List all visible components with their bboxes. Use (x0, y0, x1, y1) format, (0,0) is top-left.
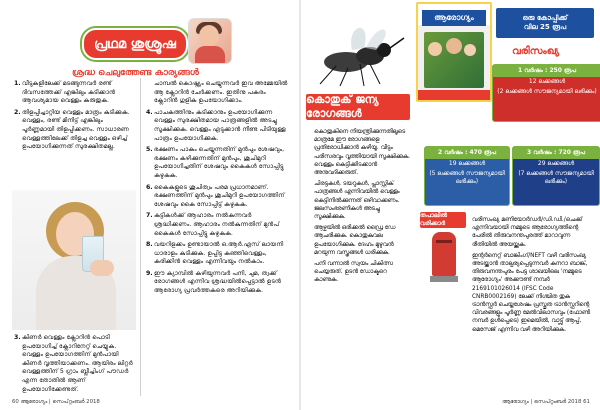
item-text: വീടുകളിലേക്ക് മടങ്ങുന്നവർ രണ്ട് ദിവസത്തേക്ക് എങ്കിലും കുടിക്കാൻ ആവശ്യമായ വെള്ളം കരുതുക. (22, 80, 116, 105)
plan-bonus: (5 ലക്കങ്ങൾ സൗജന്യമായി ലഭിക്കും) (429, 170, 505, 185)
page-folio: ആരോഗ്യം | സെപ്റ്റംബർ 2018 61 (502, 399, 590, 405)
plan-bonus: (2 ലക്കങ്ങൾ സൗജന്യമായി ലഭിക്കും) (497, 88, 597, 95)
mosquito-illustration (306, 4, 406, 88)
copy-price-line2: വില 25 രൂപ (523, 23, 567, 31)
paragraph: വരിസംഖ്യ മണിയോർഡർ/ഡി.ഡി./ചെക്ക് എന്നിവയായി നമ്മുടെ ആരോഗ്യത്തിന്റെ പേരിൽ തിരുവനന്തപുരത്ത് മാറാവുന്ന രീതിയിൽ അയയ്ക്കുക. (472, 217, 583, 248)
plan-3-year (512, 146, 600, 206)
plan-issues: 19 ലക്കങ്ങൾ (448, 160, 486, 167)
paragraph: കൊതുകിനെ നിയന്ത്രിക്കുന്നതിലൂടെ മാത്രമേ ഈ രോഗങ്ങളെ പ്രതിരോധിക്കാൻ കഴിയൂ. വീടും പരിസരവും വൃത്തിയായി സൂക്ഷിക്കുക. വെള്ളം കെട്ടിക്കിടക്കാൻ അനുവദിക്കരുത്. (314, 129, 410, 177)
item-number: 8. (146, 241, 153, 249)
list-item (14, 80, 134, 106)
item-number: 3. (14, 334, 21, 341)
item-text: ഭക്ഷണം പാകം ചെയ്യുന്നതിന് മുൻപും ശേഷവും, ഭക്ഷണം കഴിക്കുന്നതിന് മുൻപും, ശുചിമുറി ഉപയോഗിച്ചതിന് ശേഷവും കൈകൾ സോപ്പിട്ടു കഴുകുക. (154, 146, 285, 179)
right-page (300, 0, 600, 410)
item-text: കുട്ടികൾക്ക് ആഹാരം നൽകുന്നവർ ശ്രദ്ധിക്കണം. ആഹാരം നൽകുന്നതിന് മുൻപ് കൈകൾ സോപ്പിട്ടു കഴുകുക. (154, 212, 280, 237)
item-text: കൈകളുടെ ശുചിത്വം പരമ പ്രധാനമാണ്. ഭക്ഷണത്തിന് മുൻപും ശുചിമുറി ഉപയോഗത്തിന് ശേഷവും കൈ സോപ്പിട്ട് കഴുകുക. (154, 183, 285, 208)
column-divider (140, 78, 141, 396)
item-number: 9. (146, 269, 153, 277)
column-a-tail (14, 334, 134, 397)
plan-2-year (424, 146, 510, 206)
plan-issues: 12 ലക്കങ്ങൾ (528, 78, 566, 85)
copy-price-line1: ഒരു കോപ്പിക്ക് (522, 14, 568, 22)
paragraph: ചിരട്ടകൾ, ടയറുകൾ, പ്ലാസ്റ്റിക് പാത്രങ്ങൾ എന്നിവയിൽ വെള്ളം കെട്ടിനിൽക്കുന്നത് ഒഴിവാക്കണം. ജലസംഭരണികൾ അടച്ചു സൂക്ഷിക്കുക. (314, 181, 400, 221)
subheading: ശ്രദ്ധ ചെലുത്തേണ്ട കാര്യങ്ങൾ (72, 68, 199, 78)
plan-head: 2 വർഷം : 470 രൂപ (425, 147, 509, 159)
copy-price-badge (496, 8, 594, 38)
magazine-cover (416, 2, 492, 102)
list-item (146, 270, 290, 296)
plan-bonus: (7 ലക്കങ്ങൾ സൗജന്യമായി ലഭിക്കും) (518, 170, 594, 185)
plan-head: 1 വർഷം : 250 രൂപ (493, 65, 600, 77)
list-item (146, 109, 290, 143)
item-text: വയറിളക്കം ഉണ്ടായാൽ ഒ.ആർ.എസ് ലായനി ധാരാളം കുടിക്കുക. ഉപ്പിട്ട കഞ്ഞിവെള്ളം, കരിക്കിൻ വെള്ളം എന്നിവയും നൽകാം. (154, 241, 284, 266)
item-number: 4. (146, 108, 153, 116)
item-text: കിണർ വെള്ളം ക്ലോറിൻ പൊടി ഉപയോഗിച്ച് ക്ലോറിനേറ്റ് ചെയ്യുക. വെള്ളം ഉപയോഗത്തിന് മുൻപായി കിണർ വൃത്തിയാക്കണം. ആയിരം ലിറ്റർ വെള്ളത്തിന് 5 ഗ്രാം ബ്ലീച്ചിംഗ് പൗഡർ എന്ന തോതിൽ ആണ് ഉപയോഗിക്കേണ്ടത്. (22, 334, 133, 393)
item-text: പാചകത്തിനും കുടിക്കാനും ഉപയോഗിക്കുന്ന വെള്ളം സുരക്ഷിതമായ പാത്രങ്ങളിൽ അടച്ചു സൂക്ഷിക്കുക. വെള്ളം എടുക്കാൻ നീണ്ട പിടിയുള്ള പാത്രം ഉപയോഗിക്കുക. (154, 108, 286, 142)
plan-head: 3 വർഷം : 720 രൂപ (513, 147, 599, 159)
item-text: തിളപ്പിച്ചാറ്റിയ വെള്ളം മാത്രം കുടിക്കുക. വെള്ളം, രണ്ട് മിനിട്ട് എങ്കിലും പൂർണ്ണമായി തിളപ്പിക്കണം. സാധാരണ വെള്ളത്തിലേക്ക് തിളച്ച വെള്ളം ഒഴിച്ച് ഉപയോഗിക്കുന്നത് സുരക്ഷിതമല്ല. (22, 108, 130, 151)
list-item (146, 146, 290, 180)
item-number: 1. (14, 80, 21, 87)
item-number (146, 80, 154, 106)
paragraph: ഇന്റർനെറ്റ് ബാങ്കിംഗ്/NEFT വഴി വരിസംഖ്യ അടയ്ക്കാൻ താല്പര്യപ്പെടുന്നവർ കനറാ ബാങ്ക്, തിരുവനന്തപുരം പേട്ട ശാഖയിലെ 'നമ്മുടെ ആരോഗ്യം' അക്കൗണ്ട് നമ്പർ 2169101026014 (IFSC Code CNRB0002169) ലേക്ക് നിശ്ചിത തുക ട്രാൻസ്ഫർ ചെയ്തശേഷം പ്രസ്തുത ട്രാൻസ്ഫറിന്റെ വിവരങ്ങളും പൂർണ്ണ മേൽവിലാസവും (ഫോൺ നമ്പർ ഉൾപ്പെടെ) ഇമെയിൽ, വാട്ട്സ് ആപ്പ്, മെസേജ് എന്നിവ വഴി അറിയിക്കുക. (472, 252, 590, 333)
header-photo (188, 18, 232, 64)
subscription-title: വരിസംഖ്യ (512, 46, 560, 57)
paragraph: പനി വന്നാൽ സ്വയം ചികിത്സ ചെയ്യരുത്. ഉടൻ ഡോക്ടറെ കാണുക. (314, 261, 393, 284)
plan-1-year (492, 64, 600, 122)
subscription-box (412, 0, 600, 410)
disease-title: കൊതുക് ജന്യ രോഗങ്ങൾ (306, 94, 410, 120)
list-item (146, 184, 290, 210)
girl-drinking-water-photo (12, 190, 136, 330)
item-text: ഈ ക്യാമ്പിൽ കഴിയുന്നവർ പനി, ചുമ, ത്വക്ക് രോഗങ്ങൾ എന്നിവ ശ്രദ്ധയിൽപ്പെട്ടാൽ ഉടൻ ആരോഗ്യ പ്രവർത്തകരെ അറിയിക്കുക. (154, 269, 281, 295)
postbox-icon (424, 218, 464, 288)
item-text: ചാമ്പൽ കൊഷ്ന്യം ചെയ്യുന്നവർ ഇവ അമ്മേയിൽ ആ ക്ലോറിൻ ചേർക്കണം. ഇതിനു പകരം ക്ലോറിൻ ഗുളിക ഉപയോഗിക്കാം. (154, 80, 288, 105)
item-number: 2. (14, 108, 21, 116)
list-item (14, 334, 134, 394)
item-number: 7. (146, 212, 153, 220)
post-label: തപാലിൽ വരിക്കാർ (420, 212, 466, 228)
list-item (146, 241, 290, 267)
paragraph: ആഴ്ചയിൽ ഒരിക്കൽ ഡ്രൈ ഡേ ആചരിക്കുക. കൊതുകുവല ഉപയോഗിക്കുക. ദേഹം മുഴുവൻ മറയുന്ന വസ്ത്രങ്ങൾ ധരിക്കുക. (314, 225, 396, 256)
column-d (472, 216, 596, 337)
cover-masthead: ആരോഗ്യം (422, 10, 486, 26)
column-b (146, 80, 290, 299)
plan-issues: 29 ലക്കങ്ങൾ (537, 160, 575, 167)
page-folio: 60 ആരോഗ്യം | സെപ്റ്റംബർ 2018 (12, 399, 100, 405)
item-number: 6. (146, 183, 153, 191)
list-item (14, 109, 134, 152)
list-item (146, 80, 290, 106)
column-c (314, 128, 410, 288)
section-title: പ്രഥമ ശുശ്രൂഷ (82, 28, 188, 60)
column-a (14, 80, 134, 155)
item-number: 5. (146, 146, 153, 154)
list-item (146, 212, 290, 238)
